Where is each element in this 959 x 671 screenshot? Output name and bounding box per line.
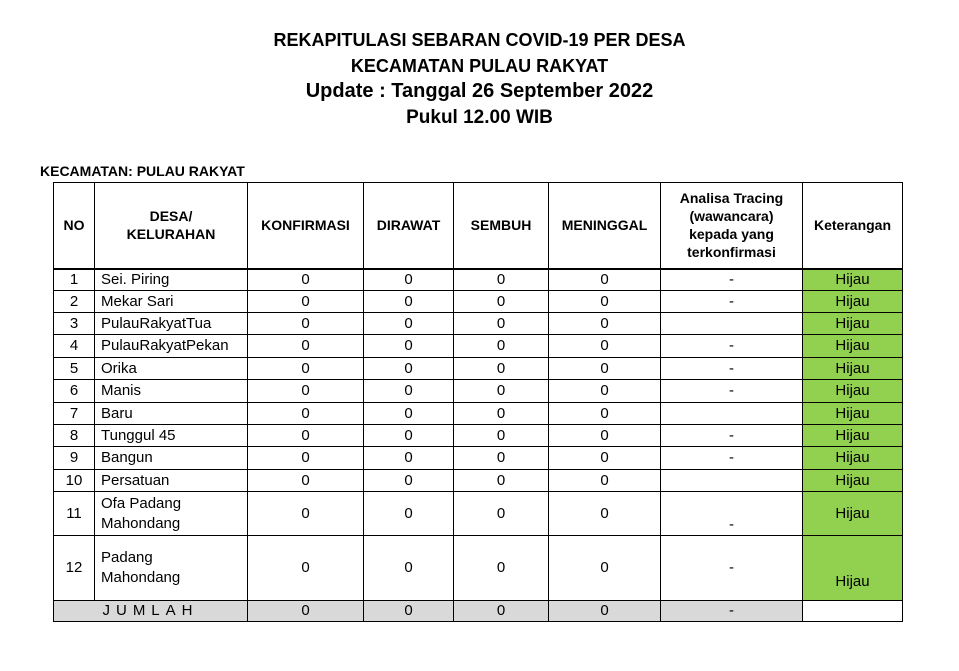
cell-analisa: -: [661, 358, 803, 380]
cell-keterangan: Hijau: [803, 425, 903, 447]
cell-dirawat: 0: [364, 536, 454, 601]
cell-keterangan: Hijau: [803, 380, 903, 403]
cell-desa: [95, 492, 248, 536]
table-row: [54, 313, 903, 335]
cell-no: 6: [54, 380, 95, 403]
cell-konfirmasi: 0: [248, 358, 364, 380]
cell-sembuh: 0: [454, 358, 549, 380]
cell-dirawat: 0: [364, 425, 454, 447]
cell-keterangan: Hijau: [803, 447, 903, 470]
cell-konfirmasi: 0: [248, 269, 364, 291]
total-label: JUMLAH: [54, 601, 248, 622]
cell-sembuh: 0: [454, 536, 549, 601]
cell-meninggal: 0: [549, 313, 661, 335]
cell-keterangan: Hijau: [803, 269, 903, 291]
kecamatan-label: KECAMATAN: PULAU RAKYAT: [40, 163, 245, 179]
cell-no: 2: [54, 291, 95, 313]
cell-meninggal: 0: [549, 470, 661, 492]
table-row: [54, 358, 903, 380]
cell-sembuh: 0: [454, 291, 549, 313]
total-sembuh: 0: [454, 601, 549, 622]
update-time: Pukul 12.00 WIB: [406, 107, 553, 128]
cell-desa-line1: Padang: [101, 549, 153, 566]
cell-dirawat: 0: [364, 358, 454, 380]
table-header-row: [54, 183, 903, 269]
cell-analisa: -: [661, 269, 803, 291]
cell-meninggal: 0: [549, 425, 661, 447]
col-header-konfirmasi: KONFIRMASI: [248, 183, 364, 269]
cell-dirawat: 0: [364, 380, 454, 403]
col-header-analisa-line2: (wawancara): [689, 208, 774, 225]
cell-no: 8: [54, 425, 95, 447]
cell-meninggal: 0: [549, 447, 661, 470]
cell-meninggal: 0: [549, 269, 661, 291]
cell-konfirmasi: 0: [248, 447, 364, 470]
cell-dirawat: 0: [364, 313, 454, 335]
cell-desa: PulauRakyatPekan: [95, 335, 248, 358]
cell-no: 12: [54, 536, 95, 601]
cell-analisa: -: [661, 291, 803, 313]
cell-konfirmasi: 0: [248, 335, 364, 358]
cell-sembuh: 0: [454, 380, 549, 403]
table-row: [54, 380, 903, 403]
cell-desa: Mekar Sari: [95, 291, 248, 313]
cell-meninggal: 0: [549, 536, 661, 601]
report-title: REKAPITULASI SEBARAN COVID-19 PER DESA: [273, 30, 686, 50]
cell-analisa: -: [661, 447, 803, 470]
cell-no: 3: [54, 313, 95, 335]
cell-desa: Baru: [95, 403, 248, 425]
cell-keterangan: Hijau: [803, 403, 903, 425]
col-header-keterangan: Keterangan: [803, 183, 903, 269]
table-row: [54, 335, 903, 358]
total-meninggal: 0: [549, 601, 661, 622]
table-row: [54, 536, 903, 601]
table-row: [54, 492, 903, 536]
cell-analisa: -: [661, 380, 803, 403]
cell-dirawat: 0: [364, 492, 454, 536]
col-header-analisa-line1: Analisa Tracing: [679, 190, 784, 207]
update-date: Update : Tanggal 26 September 2022: [305, 80, 654, 102]
col-header-desa: [95, 183, 248, 269]
cell-keterangan: Hijau: [803, 313, 903, 335]
total-dirawat: 0: [364, 601, 454, 622]
cell-konfirmasi: 0: [248, 291, 364, 313]
col-header-desa-line1: DESA/: [149, 208, 193, 225]
col-header-no: NO: [54, 183, 95, 269]
cell-analisa: [661, 470, 803, 492]
cell-desa: Persatuan: [95, 470, 248, 492]
cell-analisa: [661, 403, 803, 425]
cell-desa: Sei. Piring: [95, 269, 248, 291]
cell-no: 5: [54, 358, 95, 380]
col-header-desa-line2: KELURAHAN: [126, 226, 216, 243]
cell-meninggal: 0: [549, 380, 661, 403]
table-row: [54, 470, 903, 492]
cell-no: 10: [54, 470, 95, 492]
cell-konfirmasi: 0: [248, 492, 364, 536]
cell-no: 9: [54, 447, 95, 470]
covid-recap-table: [53, 182, 903, 622]
cell-keterangan: Hijau: [803, 358, 903, 380]
cell-desa: Manis: [95, 380, 248, 403]
table-row: [54, 425, 903, 447]
cell-desa-line1: Ofa Padang: [101, 494, 182, 512]
cell-no: 7: [54, 403, 95, 425]
cell-analisa: -: [661, 492, 803, 536]
cell-sembuh: 0: [454, 425, 549, 447]
cell-dirawat: 0: [364, 335, 454, 358]
cell-desa-line2: Mahondang: [101, 514, 181, 532]
cell-dirawat: 0: [364, 447, 454, 470]
cell-no: 1: [54, 269, 95, 291]
col-header-meninggal: MENINGGAL: [549, 183, 661, 269]
cell-keterangan: Hijau: [803, 470, 903, 492]
cell-analisa: -: [661, 335, 803, 358]
cell-analisa: -: [661, 425, 803, 447]
cell-konfirmasi: 0: [248, 403, 364, 425]
table-row: [54, 269, 903, 291]
cell-desa: Tunggul 45: [95, 425, 248, 447]
cell-konfirmasi: 0: [248, 313, 364, 335]
cell-meninggal: 0: [549, 335, 661, 358]
cell-dirawat: 0: [364, 470, 454, 492]
cell-keterangan: Hijau: [803, 335, 903, 358]
cell-sembuh: 0: [454, 313, 549, 335]
cell-meninggal: 0: [549, 358, 661, 380]
cell-meninggal: 0: [549, 403, 661, 425]
table-row: [54, 447, 903, 470]
table-row: [54, 403, 903, 425]
cell-desa: Bangun: [95, 447, 248, 470]
cell-sembuh: 0: [454, 447, 549, 470]
cell-sembuh: 0: [454, 492, 549, 536]
cell-keterangan: Hijau: [803, 291, 903, 313]
cell-sembuh: 0: [454, 403, 549, 425]
cell-keterangan: Hijau: [803, 492, 903, 536]
cell-analisa: [661, 313, 803, 335]
cell-analisa: -: [661, 536, 803, 601]
cell-dirawat: 0: [364, 403, 454, 425]
col-header-analisa-line4: terkonfirmasi: [687, 244, 776, 261]
cell-desa: Orika: [95, 358, 248, 380]
cell-sembuh: 0: [454, 269, 549, 291]
cell-konfirmasi: 0: [248, 470, 364, 492]
cell-no: 4: [54, 335, 95, 358]
cell-desa-line2: Mahondang: [101, 569, 181, 586]
cell-keterangan: Hijau: [803, 536, 903, 601]
report-subtitle: KECAMATAN PULAU RAKYAT: [350, 56, 609, 76]
cell-dirawat: 0: [364, 269, 454, 291]
cell-dirawat: 0: [364, 291, 454, 313]
cell-desa: PulauRakyatTua: [95, 313, 248, 335]
total-row: [54, 601, 903, 622]
cell-desa: [95, 536, 248, 601]
cell-sembuh: 0: [454, 335, 549, 358]
table-row: [54, 291, 903, 313]
cell-meninggal: 0: [549, 291, 661, 313]
col-header-sembuh: SEMBUH: [454, 183, 549, 269]
cell-sembuh: 0: [454, 470, 549, 492]
total-analisa: -: [661, 601, 803, 622]
cell-konfirmasi: 0: [248, 425, 364, 447]
cell-konfirmasi: 0: [248, 536, 364, 601]
cell-konfirmasi: 0: [248, 380, 364, 403]
total-keterangan: [803, 601, 903, 622]
cell-no: 11: [54, 492, 95, 536]
col-header-analisa-line3: kepada yang: [689, 226, 774, 243]
col-header-dirawat: DIRAWAT: [364, 183, 454, 269]
cell-meninggal: 0: [549, 492, 661, 536]
total-konfirmasi: 0: [248, 601, 364, 622]
col-header-analisa: [661, 183, 803, 269]
